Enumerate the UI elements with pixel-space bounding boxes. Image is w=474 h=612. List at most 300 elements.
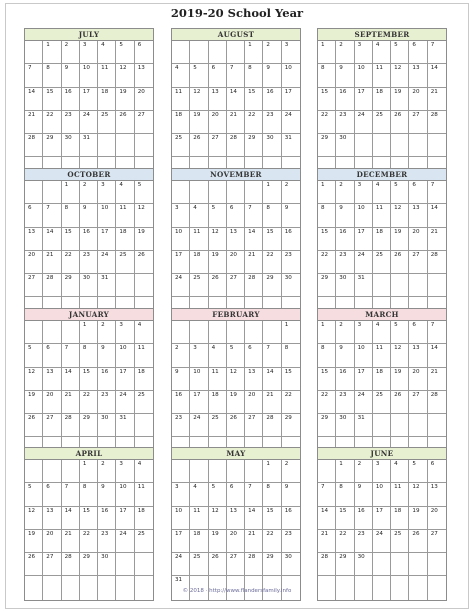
day-number: 22: [82, 530, 90, 537]
day-number: 8: [46, 65, 50, 72]
day-cell: [98, 88, 116, 111]
day-number: 12: [394, 65, 402, 72]
day-cell: [318, 181, 336, 204]
day-cell: [80, 530, 98, 553]
day-cell: [25, 483, 43, 506]
day-cell: [336, 391, 354, 414]
month-november: [171, 168, 301, 322]
day-number: 10: [175, 507, 183, 514]
day-cell: [43, 414, 61, 437]
day-number: 31: [82, 135, 90, 142]
day-number: 5: [394, 322, 398, 328]
day-number: 14: [229, 88, 237, 95]
day-number: 18: [211, 391, 219, 398]
day-cell: [98, 321, 116, 344]
day-number: 17: [284, 88, 292, 95]
day-number: 19: [394, 368, 402, 375]
day-cell: [62, 41, 80, 64]
empty-cell: [428, 553, 446, 576]
day-number: 23: [101, 391, 109, 398]
day-number: 2: [101, 322, 105, 328]
day-number: 11: [375, 345, 383, 352]
day-cell: [43, 274, 61, 297]
day-number: 14: [321, 507, 329, 514]
day-cell: [318, 553, 336, 576]
empty-cell: [209, 181, 227, 204]
day-cell: [263, 64, 281, 87]
day-number: 21: [229, 111, 237, 118]
day-cell: [209, 414, 227, 437]
day-cell: [80, 321, 98, 344]
day-number: 8: [321, 205, 325, 212]
day-number: 16: [339, 88, 347, 95]
day-cell: [190, 391, 208, 414]
day-cell: [391, 228, 409, 251]
day-number: 18: [375, 228, 383, 235]
day-cell: [282, 321, 300, 344]
day-number: 27: [46, 415, 54, 422]
day-cell: [190, 88, 208, 111]
day-number: 22: [46, 111, 54, 118]
day-cell: [336, 460, 354, 483]
day-number: 11: [211, 368, 219, 375]
day-number: 6: [248, 345, 252, 352]
day-number: 24: [175, 275, 183, 282]
day-cell: [43, 368, 61, 391]
day-number: 27: [229, 275, 237, 282]
day-number: 18: [193, 251, 201, 258]
day-number: 16: [266, 88, 274, 95]
day-number: 6: [229, 484, 234, 491]
day-cell: [62, 414, 80, 437]
day-number: 5: [137, 182, 142, 188]
day-cell: [336, 181, 354, 204]
day-cell: [25, 530, 43, 553]
day-cell: [428, 530, 446, 553]
day-cell: [282, 228, 300, 251]
day-cell: [135, 530, 153, 553]
day-number: 19: [211, 251, 219, 258]
day-cell: [116, 414, 134, 437]
day-number: 22: [266, 530, 274, 537]
day-cell: [62, 181, 80, 204]
day-cell: [355, 228, 373, 251]
day-number: 21: [430, 88, 438, 95]
day-number: 3: [119, 322, 123, 328]
day-cell: [80, 391, 98, 414]
day-number: 9: [339, 345, 343, 352]
day-cell: [355, 483, 373, 506]
day-number: 18: [375, 368, 383, 375]
day-cell: [355, 321, 373, 344]
day-number: 20: [211, 111, 219, 118]
empty-cell: [172, 321, 190, 344]
day-number: 26: [119, 111, 127, 118]
day-cell: [373, 204, 391, 227]
day-number: 19: [137, 228, 145, 235]
day-cell: [25, 134, 43, 157]
day-number: 29: [82, 554, 90, 561]
day-cell: [190, 530, 208, 553]
day-cell: [336, 88, 354, 111]
day-grid: [25, 460, 153, 600]
empty-cell: [227, 181, 245, 204]
day-cell: [282, 530, 300, 553]
day-number: 27: [412, 251, 420, 258]
day-cell: [135, 460, 153, 483]
day-grid: [318, 321, 446, 461]
day-number: 3: [119, 461, 123, 467]
day-number: 21: [321, 530, 329, 537]
day-cell: [25, 507, 43, 530]
month-header: DECEMBER: [318, 169, 446, 181]
empty-cell: [25, 41, 43, 64]
day-cell: [209, 483, 227, 506]
day-number: 6: [28, 205, 32, 212]
day-number: 9: [284, 205, 289, 212]
day-number: 30: [339, 135, 347, 142]
day-number: 10: [175, 228, 183, 235]
day-number: 24: [357, 391, 365, 398]
day-number: 13: [412, 65, 420, 72]
day-cell: [373, 483, 391, 506]
day-cell: [282, 41, 300, 64]
empty-cell: [25, 181, 43, 204]
day-number: 4: [375, 42, 380, 48]
day-number: 23: [339, 251, 347, 258]
day-number: 1: [248, 42, 252, 48]
day-cell: [245, 111, 263, 134]
day-number: 15: [284, 368, 292, 375]
day-number: 21: [64, 391, 72, 398]
day-number: 9: [357, 484, 362, 491]
day-number: 26: [28, 554, 36, 561]
day-cell: [391, 483, 409, 506]
day-number: 20: [28, 251, 36, 258]
day-cell: [318, 228, 336, 251]
day-number: 5: [394, 42, 398, 48]
day-number: 31: [357, 275, 365, 282]
day-number: 25: [193, 275, 201, 282]
day-number: 15: [46, 88, 54, 95]
day-number: 16: [101, 507, 109, 514]
day-cell: [98, 483, 116, 506]
day-cell: [282, 88, 300, 111]
day-cell: [62, 228, 80, 251]
day-number: 11: [394, 484, 402, 491]
day-cell: [409, 88, 427, 111]
day-cell: [135, 111, 153, 134]
day-cell: [98, 368, 116, 391]
day-number: 9: [82, 205, 87, 212]
day-cell: [209, 391, 227, 414]
day-cell: [428, 344, 446, 367]
day-cell: [318, 321, 336, 344]
day-number: 27: [430, 530, 438, 537]
day-cell: [98, 553, 116, 576]
day-number: 10: [357, 205, 365, 212]
day-number: 5: [412, 461, 416, 467]
day-number: 27: [248, 415, 256, 422]
empty-cell: [116, 553, 134, 576]
day-cell: [336, 204, 354, 227]
day-cell: [62, 507, 80, 530]
day-number: 17: [357, 368, 365, 375]
day-number: 26: [394, 251, 402, 258]
day-cell: [318, 274, 336, 297]
day-number: 1: [321, 322, 325, 328]
day-cell: [209, 88, 227, 111]
day-number: 2: [339, 42, 343, 48]
day-cell: [428, 368, 446, 391]
day-cell: [409, 483, 427, 506]
day-cell: [190, 483, 208, 506]
day-cell: [172, 64, 190, 87]
day-number: 7: [46, 205, 50, 212]
day-cell: [172, 483, 190, 506]
day-cell: [318, 64, 336, 87]
day-number: 13: [412, 205, 420, 212]
month-april: [24, 447, 154, 601]
day-cell: [116, 344, 134, 367]
month-header: SEPTEMBER: [318, 29, 446, 41]
day-number: 6: [137, 42, 142, 48]
day-number: 13: [46, 368, 54, 375]
day-number: 19: [193, 111, 201, 118]
day-cell: [172, 251, 190, 274]
day-number: 19: [394, 88, 402, 95]
day-cell: [245, 228, 263, 251]
day-number: 7: [248, 484, 252, 491]
day-cell: [336, 344, 354, 367]
day-number: 25: [394, 530, 402, 537]
day-cell: [135, 64, 153, 87]
day-cell: [428, 251, 446, 274]
day-number: 24: [101, 251, 109, 258]
day-cell: [282, 181, 300, 204]
day-cell: [355, 181, 373, 204]
day-number: 17: [119, 368, 127, 375]
day-cell: [209, 368, 227, 391]
month-august: [171, 28, 301, 182]
day-cell: [318, 344, 336, 367]
day-number: 20: [248, 391, 256, 398]
day-number: 16: [82, 228, 90, 235]
empty-cell: [227, 321, 245, 344]
empty-cell: [98, 134, 116, 157]
empty-cell: [227, 460, 245, 483]
day-cell: [355, 274, 373, 297]
day-number: 12: [193, 88, 201, 95]
day-number: 18: [119, 228, 127, 235]
day-number: 10: [82, 65, 90, 72]
day-cell: [391, 460, 409, 483]
day-number: 28: [64, 415, 72, 422]
day-cell: [355, 530, 373, 553]
day-number: 23: [175, 415, 183, 422]
day-cell: [62, 344, 80, 367]
day-cell: [428, 41, 446, 64]
day-number: 4: [394, 461, 398, 467]
empty-cell: [391, 274, 409, 297]
day-cell: [98, 228, 116, 251]
day-number: 18: [375, 88, 383, 95]
day-number: 8: [82, 484, 87, 491]
day-number: 1: [284, 322, 289, 328]
day-number: 13: [229, 228, 237, 235]
day-number: 28: [321, 554, 329, 561]
day-cell: [318, 134, 336, 157]
day-cell: [373, 368, 391, 391]
day-number: 13: [412, 345, 420, 352]
day-number: 8: [266, 484, 270, 491]
day-number: 3: [175, 484, 179, 491]
day-number: 9: [266, 65, 270, 72]
day-cell: [373, 64, 391, 87]
day-number: 4: [193, 205, 197, 212]
day-number: 29: [248, 135, 256, 142]
day-cell: [43, 251, 61, 274]
day-number: 30: [64, 135, 72, 142]
empty-cell: [428, 274, 446, 297]
day-cell: [263, 134, 281, 157]
month-december: [317, 168, 447, 322]
day-number: 13: [248, 368, 256, 375]
day-number: 7: [248, 205, 252, 212]
day-number: 2: [266, 42, 270, 48]
day-cell: [172, 507, 190, 530]
month-may: [171, 447, 301, 601]
day-cell: [263, 483, 281, 506]
day-cell: [227, 344, 245, 367]
day-cell: [227, 228, 245, 251]
day-cell: [98, 460, 116, 483]
day-cell: [116, 530, 134, 553]
day-cell: [227, 368, 245, 391]
day-cell: [355, 111, 373, 134]
day-cell: [245, 507, 263, 530]
day-number: 15: [321, 368, 329, 375]
day-number: 24: [119, 530, 127, 537]
day-cell: [373, 530, 391, 553]
day-cell: [428, 460, 446, 483]
day-number: 23: [357, 530, 365, 537]
day-number: 15: [64, 228, 72, 235]
empty-cell: [245, 321, 263, 344]
day-cell: [245, 344, 263, 367]
day-number: 23: [284, 530, 292, 537]
day-grid: [172, 460, 300, 600]
day-cell: [373, 181, 391, 204]
day-cell: [62, 251, 80, 274]
day-number: 22: [284, 391, 292, 398]
day-number: 7: [430, 42, 435, 48]
day-number: 31: [357, 415, 365, 422]
day-cell: [135, 344, 153, 367]
day-cell: [43, 391, 61, 414]
day-number: 16: [64, 88, 72, 95]
day-number: 21: [430, 368, 438, 375]
day-number: 26: [28, 415, 36, 422]
day-number: 13: [229, 507, 237, 514]
day-number: 13: [430, 484, 438, 491]
day-number: 4: [137, 461, 142, 467]
day-number: 20: [137, 88, 145, 95]
day-cell: [80, 134, 98, 157]
day-number: 12: [211, 228, 219, 235]
day-number: 12: [394, 205, 402, 212]
day-cell: [190, 228, 208, 251]
day-number: 23: [339, 391, 347, 398]
day-number: 7: [321, 484, 325, 491]
day-number: 10: [357, 345, 365, 352]
day-cell: [135, 391, 153, 414]
day-cell: [391, 251, 409, 274]
day-number: 8: [321, 65, 325, 72]
empty-cell: [409, 134, 427, 157]
day-cell: [62, 64, 80, 87]
day-grid: [25, 41, 153, 181]
day-cell: [336, 274, 354, 297]
day-number: 15: [266, 228, 274, 235]
day-number: 20: [46, 391, 54, 398]
day-cell: [98, 507, 116, 530]
day-number: 22: [339, 530, 347, 537]
day-number: 6: [430, 461, 435, 467]
day-cell: [409, 344, 427, 367]
day-cell: [336, 553, 354, 576]
day-cell: [282, 483, 300, 506]
day-number: 10: [284, 65, 292, 72]
day-cell: [245, 134, 263, 157]
day-number: 29: [321, 275, 329, 282]
day-cell: [336, 483, 354, 506]
day-cell: [227, 553, 245, 576]
day-cell: [409, 41, 427, 64]
day-number: 11: [375, 65, 383, 72]
day-cell: [373, 321, 391, 344]
day-number: 10: [119, 484, 127, 491]
day-cell: [209, 553, 227, 576]
day-number: 1: [82, 322, 87, 328]
day-cell: [245, 530, 263, 553]
day-number: 5: [211, 205, 216, 212]
day-cell: [245, 391, 263, 414]
day-number: 16: [284, 507, 292, 514]
day-cell: [355, 344, 373, 367]
day-cell: [318, 530, 336, 553]
day-cell: [80, 111, 98, 134]
day-cell: [135, 251, 153, 274]
day-number: 23: [266, 111, 274, 118]
day-cell: [172, 391, 190, 414]
day-cell: [209, 530, 227, 553]
day-number: 28: [430, 391, 438, 398]
day-number: 1: [82, 461, 87, 467]
day-number: 26: [137, 251, 145, 258]
day-cell: [62, 204, 80, 227]
day-number: 25: [193, 554, 201, 561]
day-cell: [209, 204, 227, 227]
day-number: 25: [175, 135, 183, 142]
day-number: 26: [211, 554, 219, 561]
day-number: 31: [119, 415, 127, 422]
day-number: 23: [101, 530, 109, 537]
day-grid: [318, 181, 446, 321]
day-number: 7: [430, 182, 435, 188]
day-cell: [98, 64, 116, 87]
day-cell: [355, 507, 373, 530]
